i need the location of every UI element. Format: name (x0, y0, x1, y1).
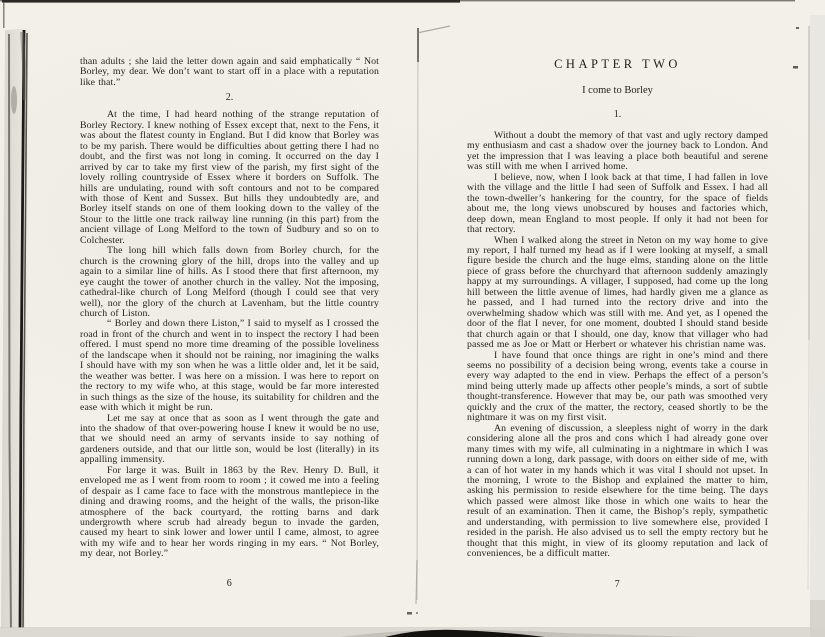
bottom-shadow (0, 600, 825, 637)
right-page (467, 58, 768, 560)
paragraph: An evening of discussion, a sleepless night of worry in the dark considering alone all the pros and cons which I had already gone over many times with my wife, all culminating in a nightmare in which I was running down a long, dark passage, with doors on either side of me, with a can of hot water in my hands which it was vital I should not upset. In the morning, I wrote to the Bishop and explained the matter to him, asking his permission to reside elsewhere for the time being. The days which passed were almost like those in which one waits to hear the result of an examination. Then it came, the Bishop’s reply, sympathetic and understanding, with permission to live somewhere else, provided I resided in the parish. He also advised us to sell the empty rectory but he thought that this might, in view of its gloomy reputation and lack of conveniences, be a difficult matter. (467, 422, 768, 560)
page-edge-left (1, 28, 31, 637)
scan-top-edge (0, 0, 795, 28)
section-number: 1. (613, 109, 622, 120)
paragraph: than adults ; she laid the letter down again and said emphatically “ Not Borley, my dear. We don’t want to start off in a place with a reputation like that.” (80, 56, 379, 88)
paragraph: When I walked along the street in Neton on my way home to give my report, I half turned my head as if I were looking at myself, a small figure beside the church and the huge elms, standing alone on the little piece of grass before the churchyard that afternoon suddenly amazingly happy at my surroundings. A villager, I supposed, had come up the long hill between the little avenue of limes, had hardly given me a glance as he passed, and I had turned into the rectory drive and into the overwhelming shadow which was still with me. And yet, as I opened the door of the flat I never, for one moment, doubted I should stand beside that church again or that I should, one day, know that villager who had passed me as Joe or Matt or Herbert or whatever his christian name was. (467, 234, 768, 351)
paragraph: I have found that once things are right in one’s mind and there seems no possibility of a decision being wrong, events take a course in every way adapted to the end in view. Perhaps the effect of a person’s mind being utterly made up affects other people’s minds, a sort of subtle thought-transference. However that may be, our path was smoothed very quickly and the crux of the matter, the rectory, ceased shortly to be the nightmare it was on my first visit. (467, 349, 768, 424)
paragraph: Let me say at once that as soon as I went through the gate and into the shadow of that over-powering house I knew it would be no use, that we should need an army of servants inside to say nothing of gardeners outside, and that our little son, would be lost (literally) in its appalling immensity. (80, 412, 379, 466)
page-number-right: 7 (614, 579, 621, 590)
page-number-left: 6 (226, 578, 233, 589)
chapter-subtitle: I come to Borley (582, 85, 653, 96)
chapter-heading: CHAPTER TWO (554, 57, 681, 71)
section-number: 2. (225, 92, 234, 104)
paragraph: “ Borley and down there Liston,” I said to myself as I crossed the road in front of the church and went in to inspect the rectory I had been offered. I must spend no more time dreaming of the possible loveliness of the landscape when it should not be raining, nor imagining the walks I should have with my son when he was a little older and, let it be said, the weather was better. I was here on a mission. I was here to report on the rectory to my wife who, at this stage, would be far more interested in such things as the size of the house, its suitability for children and the ease with which it might be run. (80, 318, 379, 414)
left-page (80, 57, 379, 560)
paragraph: For large it was. Built in 1863 by the Rev. Henry D. Bull, it enveloped me as I went from room to room ; it cowed me into a feeling of despair as I came face to face with the monstrous mantlepiece in the dining and drawing rooms, and the height of the walls, the prison-like atmosphere of the back courtyard, the rotting barns and dark undergrowth where scrub had already begun to invade the garden, caused my heart to sink lower and lower until I came, almost, to agree with my wife and to hear her words ringing in my ears. “ Not Borley, my dear, not Borley.” (80, 464, 379, 560)
paragraph: I believe, now, when I look back at that time, I had fallen in love with the village and the little I had seen of Suffolk and Essex. I had all the town-dweller’s hankering for the country, for the space of fields about me, the long views unobscured by houses and factories which, deep down, mean England to most people. If only it had not been for that rectory. (467, 171, 768, 236)
page-edge-right (793, 15, 825, 637)
paragraph: At the time, I had heard nothing of the strange reputation of Borley Rectory. I knew nothing of Essex except that, next to the Fens, it was about the flatest county in England. But I did know that Borley was to be my parish. There would be difficulties about getting there I had no doubt, and the first was not long in coming. It occurred on the day I arrived by car to take my first view of the parish, my first sight of the lovely rolling countryside of Essex where it borders on Suffolk. The hills are undulating, round with soft contours and not to be compared with those of Kent and Sussex. But hills they undoubtedly are, and Borley itself stands on one of them looking down to the valley of the Stour to the little one track railway line running (in this part) from the ancient village of Long Melford to the town of Sudbury and so on to Colchester. (80, 109, 379, 246)
paragraph: Without a doubt the memory of that vast and ugly rectory damped my enthusiasm and cast a shadow over the journey back to London. And yet the impression that I was leaving a place both beautiful and serene was still with me when I arrived home. (467, 130, 768, 173)
paragraph: The long hill which falls down from Borley church, for the church is the crowning glory of the hill, drops into the valley and up again to a similar line of hills. As I stood there that first afternoon, my eye caught the tower of another church in the valley. Not the imposing, cathedral-like church of Long Melford (though I could see that very well), nor the glory of the church at Lavenham, but the little country church of Liston. (80, 245, 379, 319)
gutter-line (407, 26, 450, 615)
